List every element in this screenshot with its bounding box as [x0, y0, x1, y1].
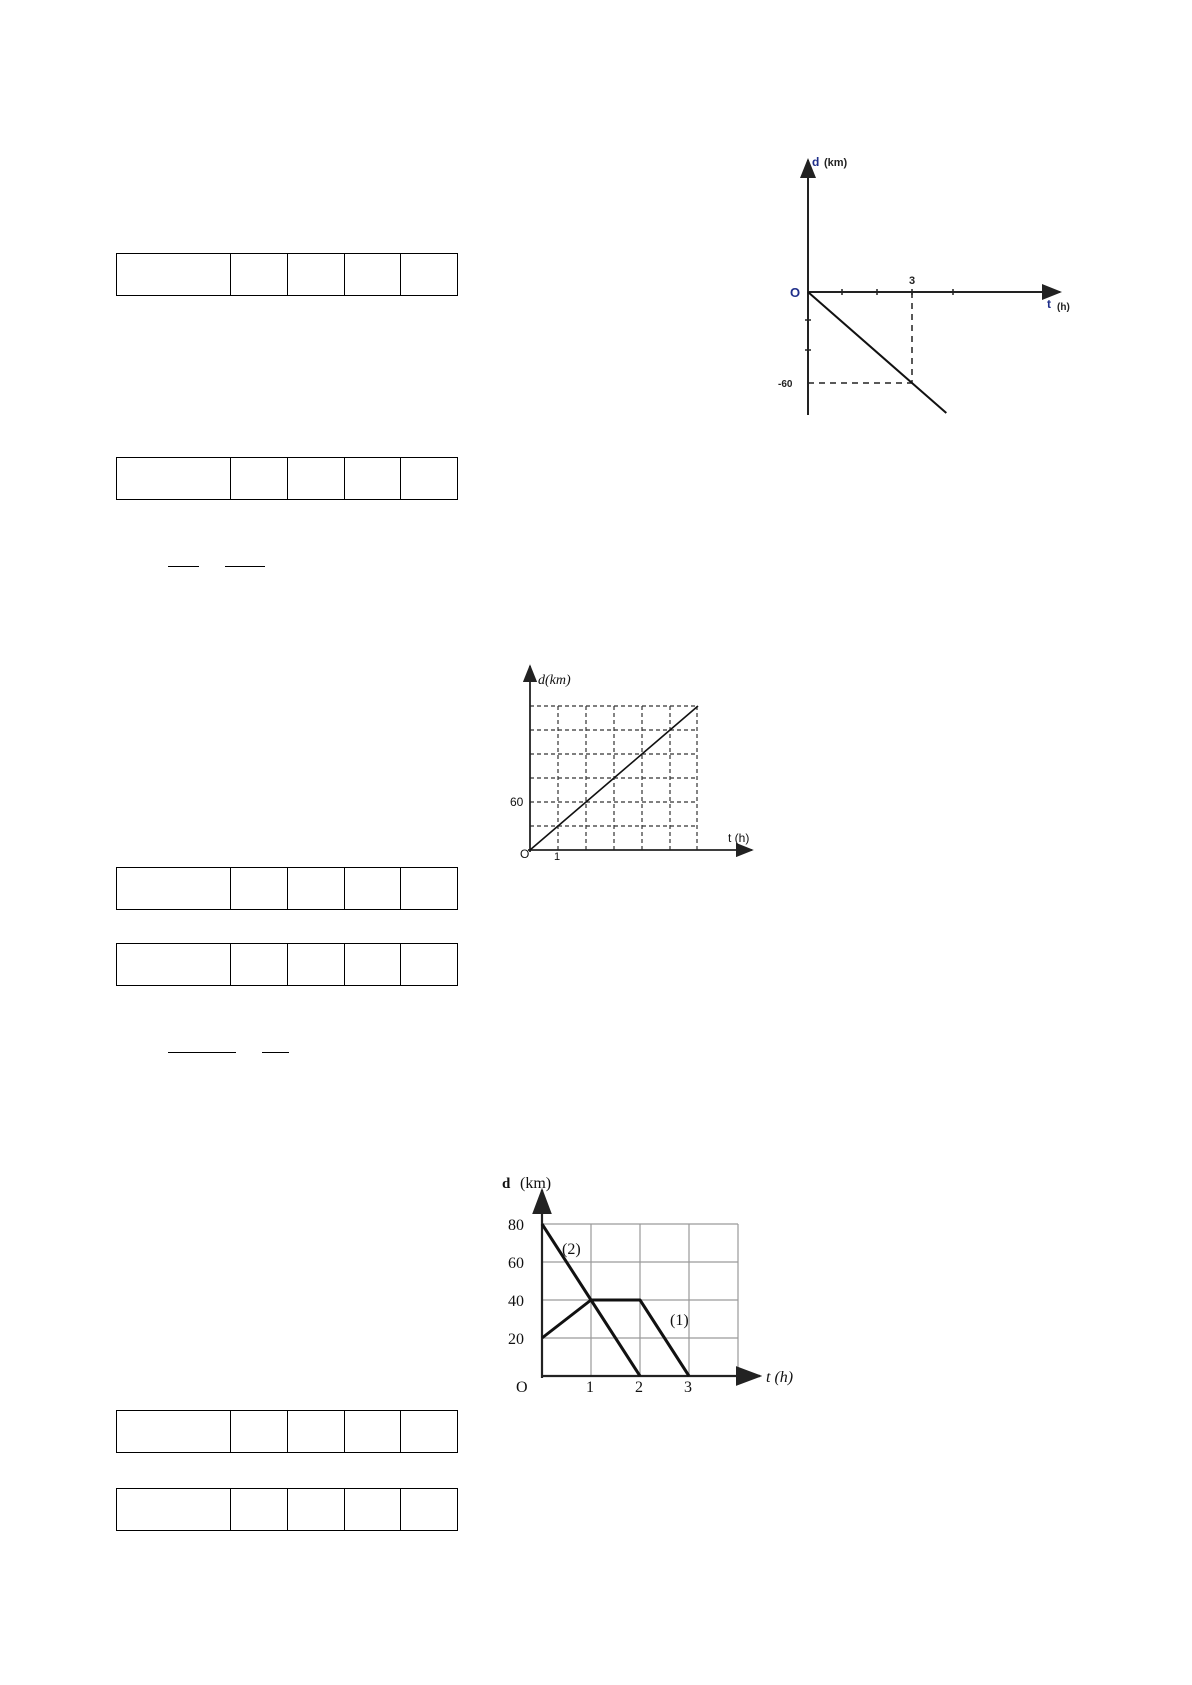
graph-3 — [490, 1170, 810, 1395]
x-axis-label: t — [1047, 297, 1051, 311]
answer-cell — [401, 1411, 458, 1453]
x-tick-label: 3 — [684, 1379, 692, 1396]
fraction-bar — [168, 566, 199, 567]
answer-table-5 — [116, 1410, 458, 1453]
y-axis-label: d — [502, 1176, 511, 1192]
x-axis-label: t (h) — [766, 1369, 794, 1386]
answer-cell — [287, 1411, 344, 1453]
answer-cell — [401, 868, 458, 910]
answer-cell — [287, 944, 344, 986]
y-tick-label: -60 — [778, 379, 793, 390]
series-2-label: (2) — [562, 1241, 581, 1258]
answer-table-6 — [116, 1488, 458, 1531]
answer-table-1 — [116, 253, 458, 296]
origin-label: O — [790, 285, 801, 300]
answer-cell — [117, 254, 231, 296]
answer-cell — [287, 1489, 344, 1531]
origin-label: O — [520, 847, 530, 861]
graph-2 — [500, 660, 770, 863]
y-axis-unit: (km) — [520, 1175, 552, 1192]
answer-cell — [344, 1489, 401, 1531]
x-axis-unit: (h) — [1057, 302, 1070, 313]
answer-cell — [231, 458, 288, 500]
fraction-bar — [168, 1052, 236, 1053]
answer-table-3 — [116, 867, 458, 910]
answer-cell — [117, 1489, 231, 1531]
y-tick-label: 20 — [508, 1331, 524, 1348]
answer-cell — [401, 944, 458, 986]
answer-cell — [117, 1411, 231, 1453]
answer-table-4 — [116, 943, 458, 986]
answer-cell — [344, 944, 401, 986]
y-tick-label: 60 — [508, 1255, 524, 1272]
y-axis-label: d — [812, 155, 820, 169]
x-tick-label: 3 — [909, 275, 916, 287]
fraction-bar — [225, 566, 265, 567]
y-tick-label: 40 — [508, 1293, 524, 1310]
answer-cell — [231, 254, 288, 296]
origin-label: O — [516, 1379, 528, 1396]
answer-cell — [344, 1411, 401, 1453]
answer-cell — [117, 458, 231, 500]
x-axis-label: t (h) — [728, 831, 750, 845]
graph-1-series — [808, 292, 946, 413]
answer-cell — [287, 868, 344, 910]
answer-cell — [287, 458, 344, 500]
answer-cell — [117, 868, 231, 910]
answer-cell — [344, 254, 401, 296]
answer-cell — [401, 254, 458, 296]
fraction-bar — [262, 1052, 289, 1053]
graph-1 — [770, 150, 1100, 420]
answer-cell — [401, 458, 458, 500]
answer-cell — [231, 944, 288, 986]
answer-cell — [117, 944, 231, 986]
answer-cell — [344, 458, 401, 500]
distance-line — [808, 292, 946, 413]
answer-cell — [231, 868, 288, 910]
answer-cell — [287, 254, 344, 296]
y-tick-label: 60 — [510, 795, 524, 809]
series-1-label: (1) — [670, 1312, 689, 1329]
answer-cell — [344, 868, 401, 910]
y-axis-label: d(km) — [538, 673, 571, 688]
x-tick-label: 2 — [635, 1379, 643, 1396]
y-tick-label: 80 — [508, 1217, 524, 1234]
y-axis-unit: (km) — [824, 157, 848, 169]
answer-cell — [231, 1411, 288, 1453]
x-tick-label: 1 — [586, 1379, 594, 1396]
answer-cell — [401, 1489, 458, 1531]
x-tick-label: 1 — [554, 851, 561, 863]
answer-table-2 — [116, 457, 458, 500]
answer-cell — [231, 1489, 288, 1531]
